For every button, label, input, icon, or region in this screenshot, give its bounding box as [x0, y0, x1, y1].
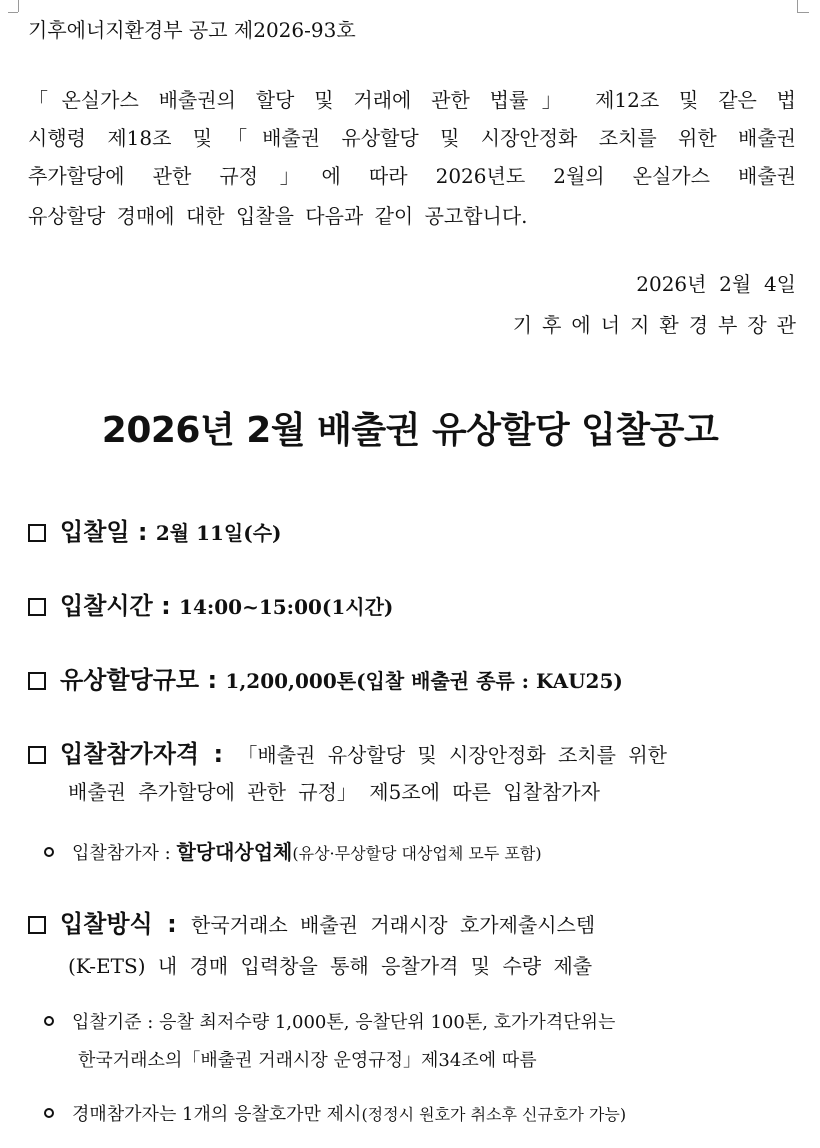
checkbox-square-icon [28, 524, 46, 542]
method-bullet2-text: 경매참가자는 1개의 응찰호가만 제시 [72, 1104, 362, 1125]
corner-mark-right-h [797, 12, 809, 13]
checkbox-square-icon [28, 916, 46, 934]
item-bid-date [28, 512, 281, 547]
corner-mark-left-h [8, 12, 18, 13]
item-qualification [28, 734, 667, 769]
checkbox-square-icon [28, 598, 46, 616]
method-label: 입찰방식 : [60, 910, 192, 938]
bullet-circle-icon [44, 1016, 54, 1026]
method-bullet-2 [44, 1100, 626, 1126]
checkbox-square-icon [28, 672, 46, 690]
notice-number: 기후에너지환경부 공고 제2026-93호 [28, 18, 356, 42]
corner-mark-left [18, 0, 19, 12]
qualification-label: 입찰참가자격 : [60, 740, 238, 768]
method-bullet2-suffix: (정정시 원호가 취소후 신규호가 가능) [361, 1105, 627, 1124]
bid-date-value: 2월 11일(수) [155, 521, 282, 545]
bid-time-value: 14:00~15:00(1시간) [179, 595, 394, 619]
item-allocation-scale [28, 660, 623, 695]
item-bid-method [28, 904, 595, 939]
qualification-value-line2: 배출권 추가할당에 관한 규정」 제5조에 따른 입찰참가자 [68, 780, 600, 804]
page-title: 2026년 2월 배출권 유상할당 입찰공고 [101, 410, 719, 451]
intro-line-3: 추가할당에 관한 규정」에 따라 2026년도 2월의 온실가스 배출권 [28, 164, 796, 188]
qualification-bullet-bold: 할당대상업체 [176, 840, 293, 864]
method-value-line1: 한국거래소 배출권 거래시장 호가제출시스템 [191, 913, 596, 937]
corner-mark-right [797, 0, 798, 12]
notice-date: 2026년 2월 4일 [636, 272, 796, 296]
item-bid-time [28, 586, 393, 621]
method-bullet1-line2: 한국거래소의「배출권 거래시장 운영규정」제34조에 따름 [78, 1050, 537, 1071]
checkbox-square-icon [28, 746, 46, 764]
issuer-name: 기후에너지환경부장관 [512, 313, 806, 337]
intro-line-2: 시행령 제18조 및「배출권 유상할당 및 시장안정화 조치를 위한 배출권 [28, 126, 796, 150]
scale-label: 유상할당규모 : [60, 666, 226, 694]
bid-date-label: 입찰일 : [60, 518, 156, 546]
bid-time-label: 입찰시간 : [60, 592, 180, 620]
bullet-circle-icon [44, 847, 54, 857]
scale-value: 1,200,000톤(입찰 배출권 종류 : KAU25) [225, 669, 623, 693]
intro-line-1: 「온실가스 배출권의 할당 및 거래에 관한 법률」 제12조 및 같은 법 [28, 88, 796, 112]
qualification-value-line1: 「배출권 유상할당 및 시장안정화 조치를 위한 [237, 743, 667, 767]
intro-line-4: 유상할당 경매에 대한 입찰을 다음과 같이 공고합니다. [28, 204, 528, 228]
qualification-bullet [44, 836, 542, 865]
method-bullet1-line1: 입찰기준 : 응찰 최저수량 1,000톤, 응찰단위 100톤, 호가가격단위는 [72, 1012, 616, 1033]
method-value-line2: (K-ETS) 내 경매 입력창을 통해 응찰가격 및 수량 제출 [68, 954, 593, 978]
qualification-bullet-suffix: (유상·무상할당 대상업체 모두 포함) [292, 844, 542, 863]
qualification-bullet-prefix: 입찰참가자 : [72, 843, 177, 864]
bullet-circle-icon [44, 1108, 54, 1118]
method-bullet-1 [44, 1008, 615, 1034]
